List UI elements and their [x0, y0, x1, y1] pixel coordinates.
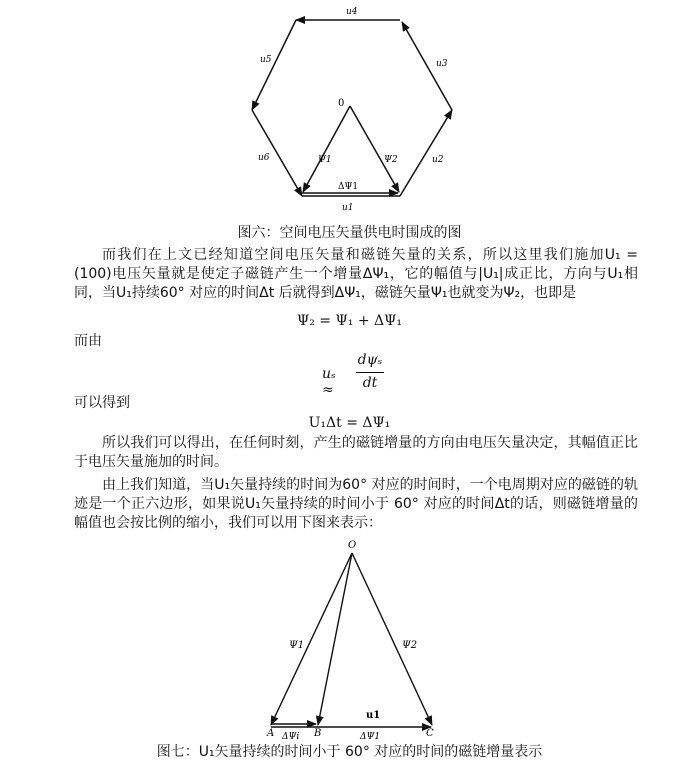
label-delta-psi1: ΔΨ1	[338, 182, 359, 192]
label-delta-psi-i: ΔΨi	[282, 732, 300, 742]
equation-us-denominator: dt	[362, 375, 378, 391]
label-psi1: Ψ1	[318, 155, 332, 165]
equation-u1-dt: U₁Δt = ΔΨ₁	[308, 415, 391, 431]
equation-us-numerator: dψₛ	[357, 352, 383, 368]
figure-7-caption: 图七：U₁矢量持续的时间小于 60° 对应的时间的磁链增量表示	[156, 744, 543, 760]
label-A: A	[267, 728, 275, 739]
text-keyi-dedao: 可以得到	[74, 395, 130, 411]
label-u3: u3	[436, 59, 448, 69]
label-psi1: Ψ1	[289, 640, 305, 651]
psi1-line-OA	[271, 553, 352, 725]
label-O: O	[348, 540, 357, 551]
paragraph-2: 所以我们可以得出，在任何时刻，产生的磁链增量的方向由电压矢量决定，其幅值正比于电压矢量施加的时间。	[74, 435, 638, 470]
line-OB	[318, 553, 352, 725]
paragraph-1: 而我们在上文已经知道空间电压矢量和磁链矢量的关系，所以这里我们施加U₁ = (100)电压矢量就是使定子磁链产生一个增量ΔΨ₁，它的幅值与|U₁|成正比，方向与U₁相同，当U₁持续60° 对应的时间Δt 后就得到ΔΨ₁，磁链矢量Ψ₁也就变为Ψ₂，也即是	[74, 247, 638, 301]
label-B: B	[314, 728, 322, 739]
label-u6: u6	[258, 153, 270, 163]
label-u5: u5	[260, 55, 272, 65]
label-C: C	[426, 728, 434, 739]
psi2-line-OC	[352, 553, 432, 725]
text-er-you: 而由	[74, 333, 102, 349]
label-origin: 0	[338, 98, 345, 109]
paragraph-3: 由上我们知道，当U₁矢量持续的时间为60° 对应的时间时，一个电周期对应的磁链的轨迹是一个正六边形，如果说U₁矢量持续的时间小于 60° 对应的时间Δt的话，则磁链增量的幅值也会按比例的缩小，我们可以用下图来表示：	[74, 477, 638, 531]
label-u4: u4	[346, 7, 358, 17]
label-u2: u2	[432, 155, 444, 165]
label-u1: u1	[342, 203, 354, 213]
figure-6-caption: 图六：空间电压矢量供电时围成的图	[237, 225, 462, 241]
label-psi2: Ψ2	[402, 640, 418, 651]
label-delta-psi-1: ΔΨ1	[360, 732, 381, 742]
label-u1: u1	[366, 710, 381, 721]
equation-us-lhs: uₛ ≈	[322, 366, 336, 398]
label-psi2: Ψ2	[384, 155, 398, 165]
equation-psi2: Ψ₂ = Ψ₁ + ΔΨ₁	[296, 313, 403, 329]
